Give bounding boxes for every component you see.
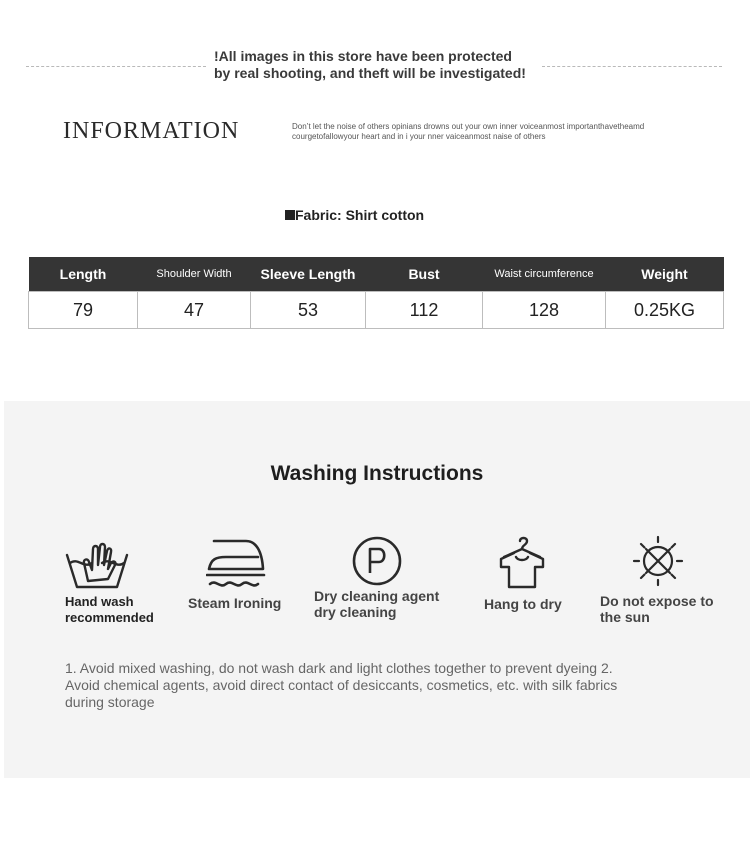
washing-note — [65, 660, 685, 711]
hang-dry-icon — [498, 535, 546, 589]
no-sun-label — [600, 593, 714, 625]
bullet-square-icon — [285, 210, 295, 220]
notice-divider-left — [26, 66, 206, 67]
no-sun-icon — [632, 535, 684, 587]
no-sun-label-line-1: Do not expose to — [600, 593, 714, 609]
header-waist-circumference: Waist circumference — [483, 257, 606, 292]
fabric-text: Fabric: Shirt cotton — [295, 207, 425, 223]
header-shoulder-width: Shoulder Width — [138, 257, 251, 292]
hand-wash-label-line-2: recommended — [65, 610, 154, 625]
size-table — [28, 257, 724, 329]
copyright-notice — [214, 48, 544, 82]
value-weight: 0.25KG — [606, 292, 724, 329]
hand-wash-icon — [64, 537, 130, 593]
value-length: 79 — [29, 292, 138, 329]
washing-note-line-3: during storage — [65, 694, 155, 710]
washing-instructions-section — [4, 401, 750, 778]
size-table-header-row — [29, 257, 724, 292]
header-length: Length — [29, 257, 138, 292]
steam-ironing-label: Steam Ironing — [188, 595, 282, 611]
size-table-value-row — [29, 292, 724, 329]
dry-cleaning-label — [314, 588, 439, 620]
hand-wash-label — [65, 594, 154, 626]
header-bust: Bust — [366, 257, 483, 292]
hang-to-dry-label: Hang to dry — [484, 596, 562, 612]
value-bust: 112 — [366, 292, 483, 329]
value-shoulder-width: 47 — [138, 292, 251, 329]
washing-note-line-1: 1. Avoid mixed washing, do not wash dark and light clothes together to prevent dyeing 2. — [65, 660, 613, 676]
information-text-line-1: Don’t let the noise of others opinians drowns out your own inner voiceanmost importanthavetheamd — [292, 122, 645, 131]
notice-divider-right — [542, 66, 722, 67]
notice-line-1: !All images in this store have been protected — [214, 48, 512, 64]
dry-cleaning-label-line-2: dry cleaning — [314, 604, 397, 620]
value-sleeve-length: 53 — [251, 292, 366, 329]
iron-icon — [206, 537, 266, 589]
washing-note-line-2: Avoid chemical agents, avoid direct contact of desiccants, cosmetics, etc. with silk fabrics — [65, 677, 618, 693]
value-waist-circumference: 128 — [483, 292, 606, 329]
information-title: INFORMATION — [63, 118, 240, 144]
information-text-line-2: courgetofallowyour heart and in i your nner vaiceanmost naise of others — [292, 132, 546, 141]
information-text — [292, 122, 702, 142]
header-sleeve-length: Sleeve Length — [251, 257, 366, 292]
dry-clean-p-icon — [351, 535, 403, 587]
washing-title: Washing Instructions — [270, 462, 484, 485]
no-sun-label-line-2: the sun — [600, 609, 650, 625]
header-weight: Weight — [606, 257, 724, 292]
dry-cleaning-label-line-1: Dry cleaning agent — [314, 588, 440, 604]
notice-line-2: by real shooting, and theft will be investigated! — [214, 65, 526, 81]
fabric-label — [285, 207, 424, 223]
hand-wash-label-line-1: Hand wash — [65, 594, 134, 609]
